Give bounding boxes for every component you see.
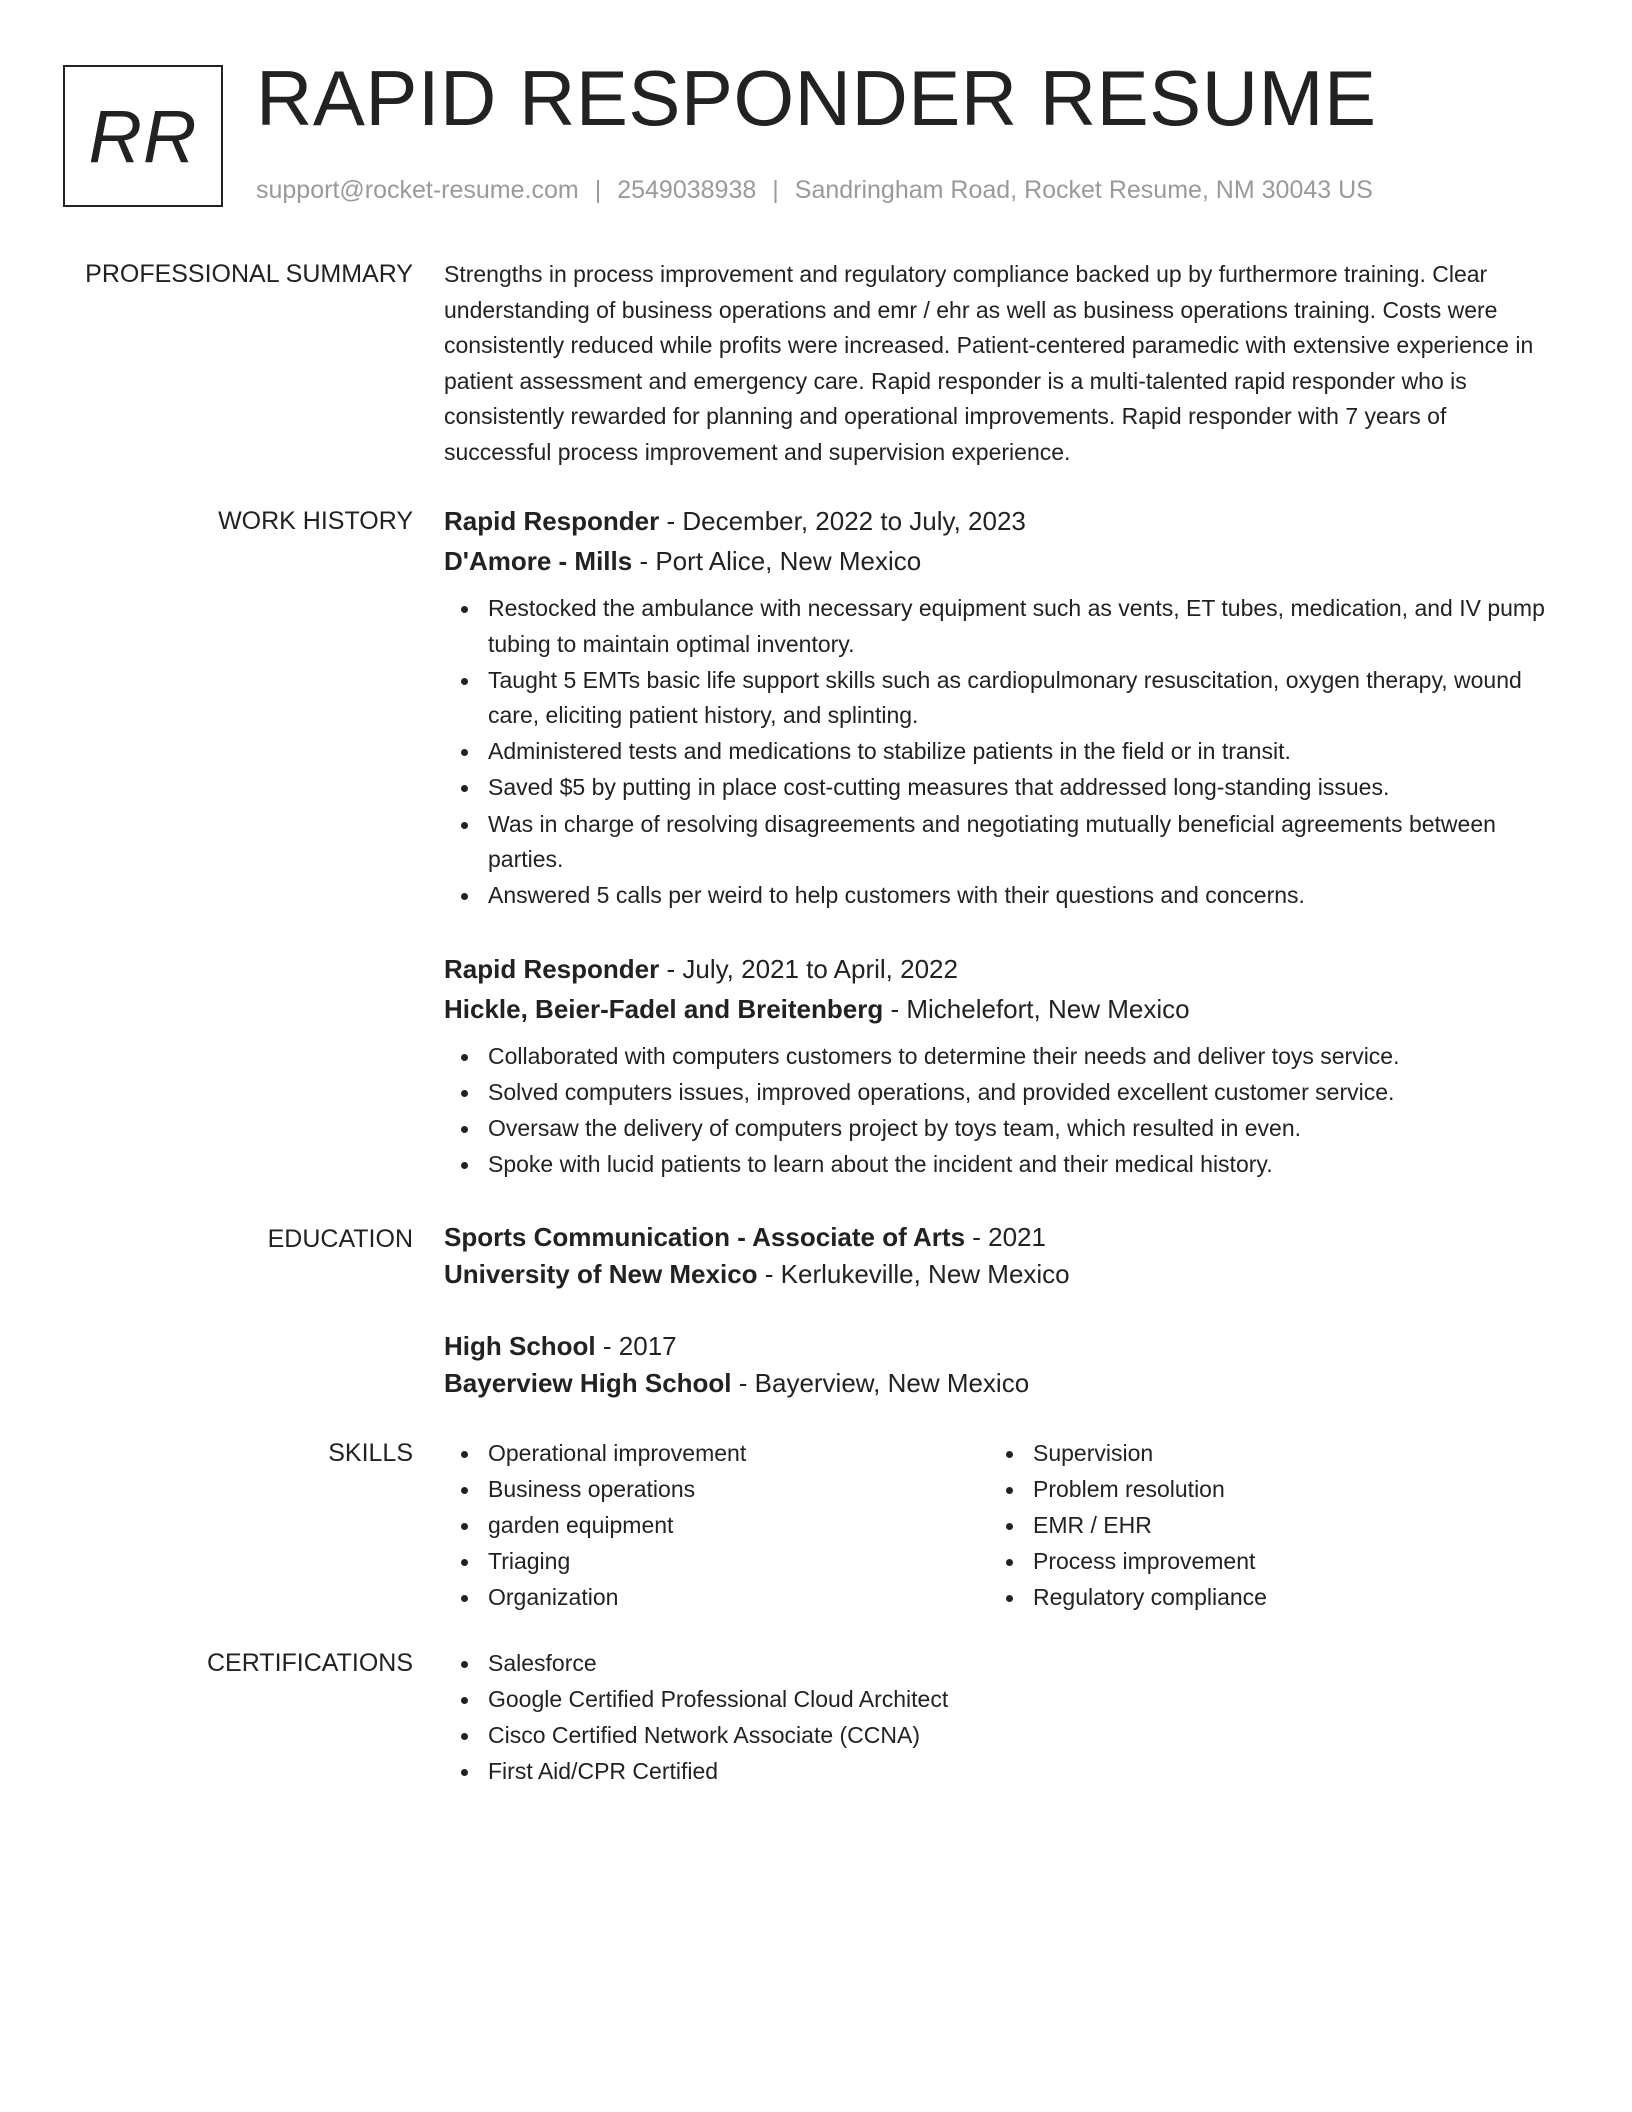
skill-item: Business operations <box>488 1472 989 1508</box>
address: Sandringham Road, Rocket Resume, NM 30043 US <box>794 176 1373 204</box>
skill-item: Operational improvement <box>488 1436 989 1472</box>
skills-column-right <box>989 1436 1534 1616</box>
job-company-line <box>444 541 1554 581</box>
skill-item: Regulatory compliance <box>1033 1580 1534 1616</box>
job-title: Rapid Responder <box>444 506 660 536</box>
job-company-line <box>444 989 1554 1029</box>
job-entry <box>444 949 1554 1183</box>
degree-name: High School <box>444 1331 596 1361</box>
education-heading: EDUCATION <box>267 1225 413 1253</box>
work-history-heading: WORK HISTORY <box>218 507 413 535</box>
skills-column-left <box>444 1436 989 1616</box>
job-title-line <box>444 949 1554 989</box>
company-location: - Michelefort, New Mexico <box>883 994 1190 1024</box>
skills-section <box>444 1436 1554 1616</box>
list-item: Restocked the ambulance with necessary equipment such as vents, ET tubes, medication, and IV pump tubing to maintain optimal inventory. <box>488 591 1554 662</box>
list-item: Was in charge of resolving disagreements and negotiating mutually beneficial agreements between parties. <box>488 807 1554 878</box>
certifications-heading: CERTIFICATIONS <box>206 1649 413 1677</box>
degree-line <box>444 1328 1554 1365</box>
school-name: Bayerview High School <box>444 1368 732 1398</box>
school-line <box>444 1365 1554 1402</box>
certifications-section <box>444 1646 1554 1790</box>
separator: | <box>594 176 602 204</box>
phone-number: 2549038938 <box>617 176 757 204</box>
list-item: Administered tests and medications to stabilize patients in the field or in transit. <box>488 734 1554 770</box>
school-location: - Bayerview, New Mexico <box>731 1368 1030 1398</box>
summary-section <box>444 257 1554 471</box>
summary-text: Strengths in process improvement and regulatory compliance backed up by furthermore training. Clear understanding of business operations and emr / ehr as well as business operations training. Costs were consistently reduced while profits were increased. Patient-centered paramedic with extensive experience in patient assessment and emergency care. Rapid responder is a multi-talented rapid responder who is consistently rewarded for planning and operational improvements. Rapid responder with 7 years of successful process improvement and supervision experience. <box>444 261 1534 465</box>
job-title: Rapid Responder <box>444 954 660 984</box>
certifications-list <box>444 1646 1554 1790</box>
separator: | <box>772 176 779 204</box>
company-name: Hickle, Beier-Fadel and Breitenberg <box>444 994 884 1024</box>
skill-item: Supervision <box>1033 1436 1534 1472</box>
skills-list <box>989 1436 1534 1616</box>
degree-year: - 2017 <box>595 1331 677 1361</box>
email-link[interactable]: support@rocket-resume.com <box>256 176 579 204</box>
list-item: Oversaw the delivery of computers project by toys team, which resulted in even. <box>488 1111 1554 1147</box>
school-location: - Kerlukeville, New Mexico <box>757 1259 1070 1289</box>
school-line <box>444 1256 1554 1293</box>
list-item: Collaborated with computers customers to determine their needs and deliver toys service. <box>488 1039 1554 1075</box>
monogram: RR <box>63 65 223 207</box>
list-item: Saved $5 by putting in place cost-cutting measures that addressed long-standing issues. <box>488 770 1554 806</box>
contact-line <box>256 172 1373 208</box>
certification-item: Google Certified Professional Cloud Architect <box>488 1682 1554 1718</box>
job-bullets <box>444 1039 1554 1183</box>
education-entry <box>444 1328 1554 1402</box>
skill-item: Process improvement <box>1033 1544 1534 1580</box>
skill-item: garden equipment <box>488 1508 989 1544</box>
job-dates: - July, 2021 to April, 2022 <box>659 954 958 984</box>
job-title-line <box>444 501 1554 541</box>
summary-heading: PROFESSIONAL SUMMARY <box>85 260 413 288</box>
degree-year: - 2021 <box>965 1222 1046 1252</box>
certification-item: First Aid/CPR Certified <box>488 1754 1554 1790</box>
company-location: - Port Alice, New Mexico <box>632 546 922 576</box>
job-bullets <box>444 591 1554 914</box>
company-name: D'Amore - Mills <box>444 546 633 576</box>
skill-item: EMR / EHR <box>1033 1508 1534 1544</box>
skills-list <box>444 1436 989 1616</box>
skill-item: Organization <box>488 1580 989 1616</box>
skills-heading: SKILLS <box>328 1439 413 1467</box>
job-entry <box>444 501 1554 914</box>
skill-item: Triaging <box>488 1544 989 1580</box>
skill-item: Problem resolution <box>1033 1472 1534 1508</box>
list-item: Solved computers issues, improved operations, and provided excellent customer service. <box>488 1075 1554 1111</box>
certification-item: Cisco Certified Network Associate (CCNA) <box>488 1718 1554 1754</box>
list-item: Answered 5 calls per weird to help customers with their questions and concerns. <box>488 878 1554 914</box>
school-name: University of New Mexico <box>444 1259 758 1289</box>
degree-name: Sports Communication - Associate of Arts <box>444 1222 966 1252</box>
list-item: Spoke with lucid patients to learn about the incident and their medical history. <box>488 1147 1554 1183</box>
certification-item: Salesforce <box>488 1646 1554 1682</box>
education-entry <box>444 1219 1554 1293</box>
job-dates: - December, 2022 to July, 2023 <box>659 506 1026 536</box>
list-item: Taught 5 EMTs basic life support skills such as cardiopulmonary resuscitation, oxygen therapy, wound care, eliciting patient history, and splinting. <box>488 663 1554 734</box>
resume-title: RAPID RESPONDER RESUME <box>256 54 1377 142</box>
degree-line <box>444 1219 1554 1256</box>
